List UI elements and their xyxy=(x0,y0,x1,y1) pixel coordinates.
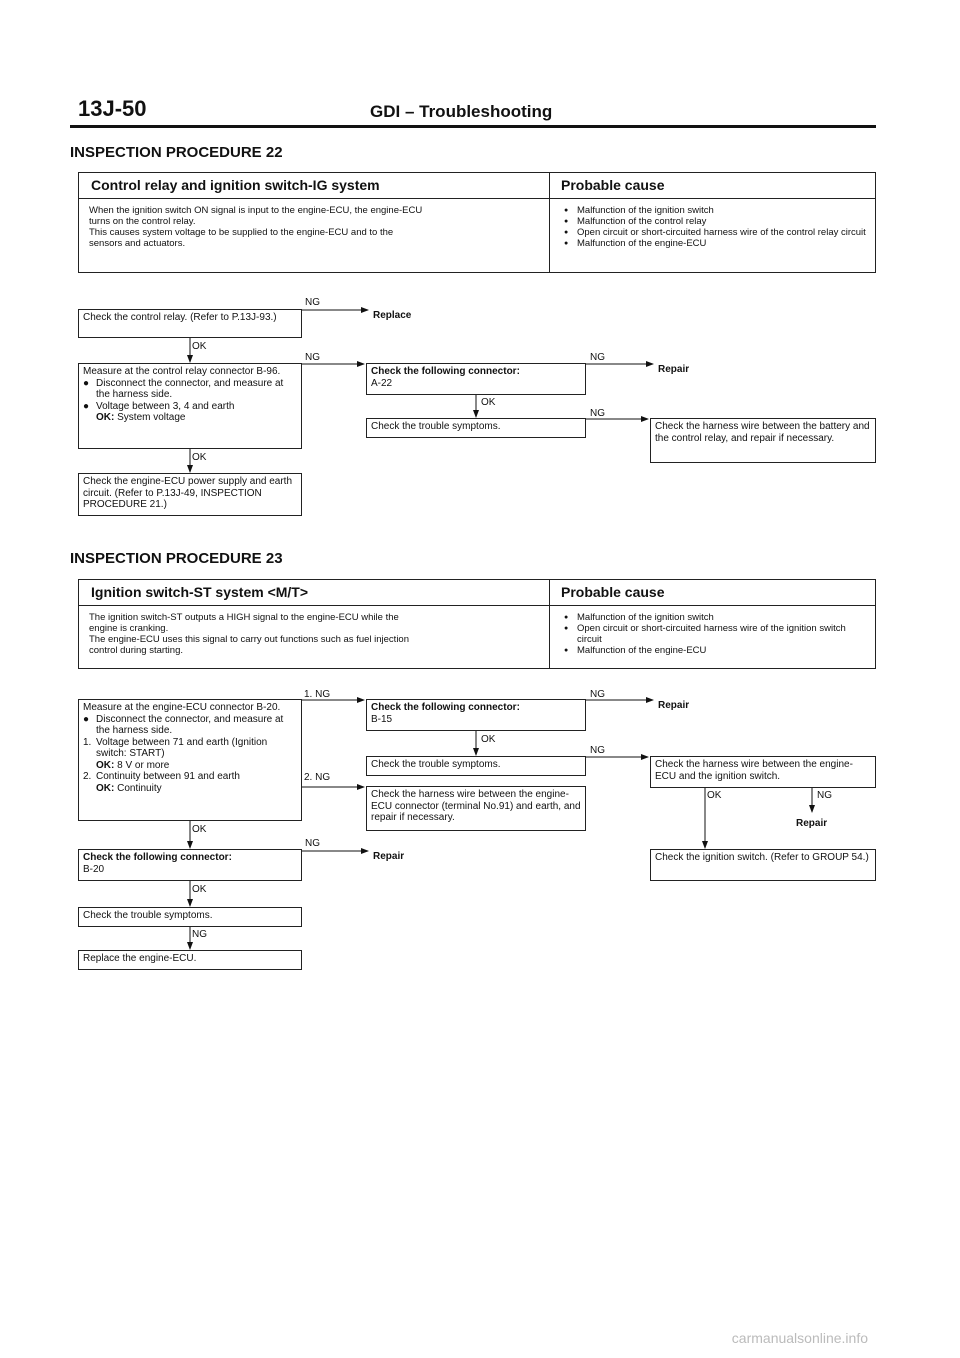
step-check-trouble-symptoms-2: Check the trouble symptoms. xyxy=(78,907,302,927)
ok-criteria-label: OK: xyxy=(96,782,115,794)
step-check-ecu-power-supply: Check the engine-ECU power supply and earth circuit. (Refer to P.13J-49, INSPECTION PROCEDURE 21.) xyxy=(78,473,302,516)
step-replace-ecu: Replace the engine-ECU. xyxy=(78,950,302,970)
ng-label: NG xyxy=(305,297,320,308)
connector-id: A-22 xyxy=(371,377,393,389)
table-header-cause: Probable cause xyxy=(549,173,875,199)
connector-id: B-15 xyxy=(371,713,393,725)
description-line: The ignition switch-ST outputs a HIGH signal to the engine-ECU while the xyxy=(89,612,399,623)
cause-item: ● Malfunction of the engine-ECU xyxy=(561,238,871,249)
ok-label: OK xyxy=(707,790,722,801)
ok-label: OK xyxy=(192,341,207,352)
result-repair: Repair xyxy=(658,700,690,711)
ok-label: OK xyxy=(481,397,496,408)
measure-bullet: Disconnect the connector, and measure at the harness side. xyxy=(96,713,284,736)
table-header-system: Control relay and ignition switch-IG system xyxy=(79,173,549,199)
page-number: 13J-50 xyxy=(78,96,147,121)
step-check-trouble-symptoms: Check the trouble symptoms. xyxy=(366,756,586,776)
step-check-harness-battery-relay: Check the harness wire between the battery and the control relay, and repair if necessary. xyxy=(650,418,876,463)
ng-label: 1. NG xyxy=(304,689,331,700)
ok-criteria-value: Continuity xyxy=(117,782,162,794)
step-measure-relay-connector: Measure at the control relay connector B-96. ● Disconnect the connector, and measure at the harness side. ● Voltage between 3, 4 and earth OK: System voltage xyxy=(78,363,302,449)
step-check-trouble-symptoms: Check the trouble symptoms. xyxy=(366,418,586,438)
ok-label: OK xyxy=(192,452,207,463)
measure-numbered: Continuity between 91 and earth xyxy=(96,771,240,782)
ok-criteria-label: OK: xyxy=(96,759,115,771)
result-repair: Repair xyxy=(796,818,828,829)
result-repair: Repair xyxy=(658,364,690,375)
step-check-harness-terminal-91: Check the harness wire between the engine-ECU connector (terminal No.91) and earth, and repair if necessary. xyxy=(366,786,586,831)
ok-label: OK xyxy=(481,734,496,745)
description-line: When the ignition switch ON signal is input to the engine-ECU, the engine-ECU xyxy=(89,205,423,216)
ng-label: NG xyxy=(305,838,320,849)
connector-id: B-20 xyxy=(83,863,105,875)
procedure-23-heading: INSPECTION PROCEDURE 23 xyxy=(70,550,283,567)
ng-label: NG xyxy=(590,745,605,756)
cause-item: ● Malfunction of the engine-ECU xyxy=(561,645,871,656)
description-line: turns on the control relay. xyxy=(89,216,196,227)
result-repair: Repair xyxy=(373,851,405,862)
measure-bullet: Disconnect the connector, and measure at the harness side. xyxy=(96,377,284,400)
cause-item: ● Open circuit or short-circuited harness wire of the control relay circuit xyxy=(561,227,871,238)
step-measure-ecu-connector: Measure at the engine-ECU connector B-20. ● Disconnect the connector, and measure at the harness side. 1. Voltage between 71 and earth (Ignition switch: START) OK: 8 V or more 2. Continuity between 91 and earth OK: Continuity xyxy=(78,699,302,821)
ok-criteria-value: System voltage xyxy=(117,412,186,423)
page-title: GDI – Troubleshooting xyxy=(370,102,553,121)
table-header-cause: Probable cause xyxy=(549,580,875,606)
ok-label: OK xyxy=(192,824,207,835)
ng-label: NG xyxy=(817,790,832,801)
ng-label: 2. NG xyxy=(304,772,331,783)
step-check-ignition-switch: Check the ignition switch. (Refer to GROUP 54.) xyxy=(650,849,876,881)
measure-bullet: Voltage between 3, 4 and earth xyxy=(96,400,235,412)
watermark: carmanualsonline.info xyxy=(731,1330,868,1346)
description-line: This causes system voltage to be supplied to the engine-ECU and to the xyxy=(89,227,394,238)
cause-item: ● Open circuit or short-circuited harness wire of the ignition switch circuit xyxy=(561,623,871,645)
cause-item: ● Malfunction of the control relay xyxy=(561,216,871,227)
connector-check-label: Check the following connector: xyxy=(371,702,520,713)
ng-label: NG xyxy=(590,408,605,419)
ok-criteria-value: 8 V or more xyxy=(117,759,170,771)
connector-check-label: Check the following connector: xyxy=(371,366,520,377)
ok-label: OK xyxy=(192,884,207,895)
description-line: control during starting. xyxy=(89,645,183,656)
ng-label: NG xyxy=(305,352,320,363)
procedure-22-heading: INSPECTION PROCEDURE 22 xyxy=(70,144,283,161)
measure-title: Measure at the engine-ECU connector B-20. xyxy=(83,702,281,713)
ng-label: NG xyxy=(590,352,605,363)
ok-criteria-label: OK: xyxy=(96,412,115,423)
measure-numbered: Voltage between 71 and earth (Ignition switch: START) xyxy=(96,736,268,759)
result-replace: Replace xyxy=(373,310,412,321)
cause-item: ● Malfunction of the ignition switch xyxy=(561,612,871,623)
step-check-harness-ecu-ignition: Check the harness wire between the engine-ECU and the ignition switch. xyxy=(650,756,876,788)
measure-title: Measure at the control relay connector B-96. xyxy=(83,366,281,377)
step-check-control-relay: Check the control relay. (Refer to P.13J-93.) xyxy=(78,309,302,338)
cause-item: ● Malfunction of the ignition switch xyxy=(561,205,871,216)
connector-check-label: Check the following connector: xyxy=(83,852,232,863)
ng-label: NG xyxy=(192,929,207,940)
table-header-system: Ignition switch-ST system <M/T> xyxy=(79,580,549,606)
description-line: The engine-ECU uses this signal to carry out functions such as fuel injection xyxy=(89,634,409,645)
description-line: sensors and actuators. xyxy=(89,238,186,249)
description-line: engine is cranking. xyxy=(89,623,169,634)
ng-label: NG xyxy=(590,689,605,700)
